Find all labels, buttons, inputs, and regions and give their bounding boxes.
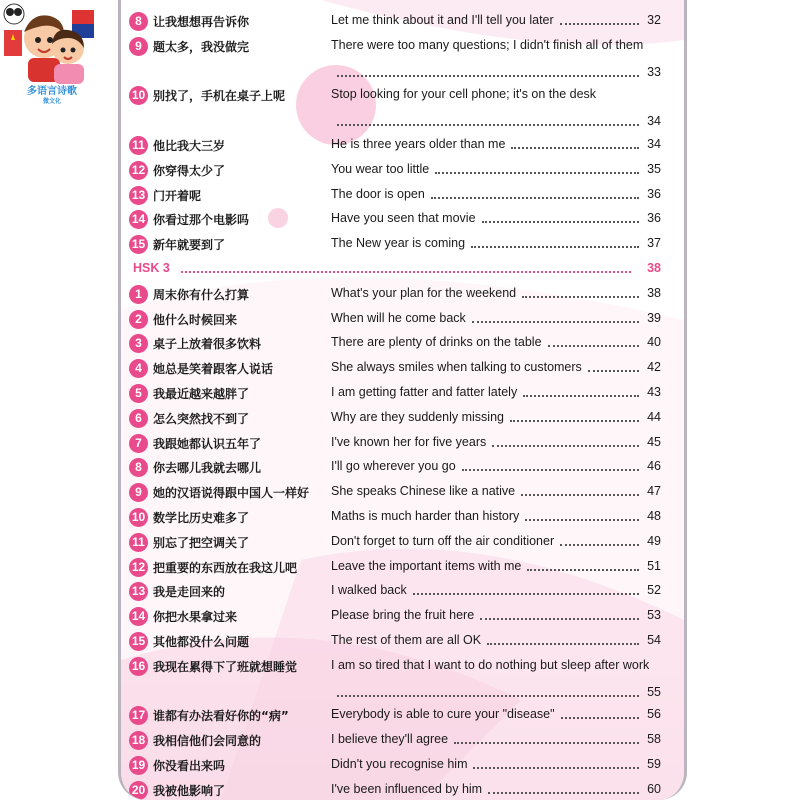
dot-leader: [588, 370, 639, 372]
english-title: The rest of them are all OK: [331, 633, 482, 647]
chinese-title: 我被他影响了: [153, 783, 226, 798]
toc-entry[interactable]: [125, 331, 675, 355]
lesson-number-badge: 13: [129, 582, 148, 601]
page-number: 45: [647, 434, 661, 449]
chinese-title: 你没看出来吗: [153, 759, 226, 773]
dot-leader: [523, 395, 639, 397]
toc-entry-continuation: [125, 679, 675, 703]
lesson-number-badge: 13: [129, 186, 148, 205]
page-number: 46: [647, 459, 661, 474]
lesson-number-badge: 2: [129, 310, 148, 329]
lesson-number-badge: 6: [129, 409, 148, 428]
dot-leader: [471, 246, 639, 248]
toc-entry[interactable]: [125, 83, 675, 107]
toc-entry[interactable]: [125, 703, 675, 727]
brand-logo: [2, 2, 98, 106]
english-title: You wear too little: [331, 161, 430, 176]
page-number: 60: [647, 781, 661, 796]
page-number: 33: [647, 64, 661, 79]
page-number: 43: [647, 385, 661, 399]
lesson-number-badge: 12: [129, 161, 148, 180]
page-number: 34: [647, 114, 661, 129]
lesson-number-badge: 9: [129, 37, 148, 56]
chinese-title: 我相信他们会同意的: [153, 734, 262, 749]
dot-leader: [488, 792, 639, 794]
lesson-number-badge: 12: [129, 558, 148, 577]
chinese-title: 数学比历史难多了: [153, 511, 250, 525]
chinese-title: 门开着呢: [153, 188, 202, 203]
page-number: 54: [647, 633, 661, 647]
dot-leader: [431, 197, 639, 199]
english-title: I've known her for five years: [331, 434, 487, 449]
toc-entry[interactable]: [125, 133, 675, 157]
dot-leader: [482, 221, 639, 223]
dot-leader: [337, 695, 639, 697]
toc-entry[interactable]: [125, 480, 675, 504]
page-number: 58: [647, 732, 661, 747]
page-number: 42: [647, 360, 661, 375]
section-dot-leader: [181, 271, 631, 273]
page-number: 38: [647, 285, 661, 300]
page-number: 39: [647, 310, 661, 325]
english-title: The door is open: [331, 186, 425, 201]
cartoon-kids-illustration: [2, 2, 98, 88]
page-number: 35: [647, 161, 661, 176]
dot-leader: [435, 172, 639, 174]
dot-leader: [337, 75, 639, 77]
lesson-number-badge: 16: [129, 657, 148, 676]
english-title: Stop looking for your cell phone; it's on the desk: [331, 87, 597, 102]
page-number: 48: [647, 509, 661, 523]
lesson-number-badge: 14: [129, 210, 148, 229]
english-title: Didn't you recognise him: [331, 757, 468, 771]
page-number: 52: [647, 583, 661, 598]
dot-leader: [473, 767, 639, 769]
page-number: 44: [647, 409, 661, 424]
page-number: 53: [647, 608, 661, 623]
english-title: I've been influenced by him: [331, 781, 483, 796]
chinese-title: 他什么时候回来: [153, 312, 238, 327]
page-number: 32: [647, 13, 661, 27]
logo-tagline: 微文化: [42, 98, 61, 105]
dot-leader: [561, 717, 639, 719]
toc-entry[interactable]: [125, 778, 675, 800]
english-title: Let me think about it and I'll tell you later: [331, 13, 554, 27]
chinese-title: 其他都没什么问题: [153, 635, 250, 649]
lesson-number-badge: 18: [129, 731, 148, 750]
page-number: 56: [647, 707, 661, 722]
toc-entry[interactable]: [125, 282, 675, 306]
toc-entry[interactable]: [125, 530, 675, 554]
english-title: I believe they'll agree: [331, 732, 449, 747]
english-title: Why are they suddenly missing: [331, 409, 504, 424]
dot-leader: [454, 742, 639, 744]
dot-leader: [522, 296, 639, 298]
toc-entry[interactable]: [125, 654, 675, 678]
chinese-title: 我是走回来的: [153, 585, 226, 600]
dot-leader: [521, 494, 639, 496]
lesson-number-badge: 14: [129, 607, 148, 626]
lesson-number-badge: 8: [129, 12, 148, 31]
english-title: I am so tired that I want to do nothing but sleep after work: [331, 657, 650, 672]
english-title: I'll go wherever you go: [331, 459, 456, 474]
lesson-number-badge: 17: [129, 706, 148, 725]
chinese-title: 我跟她都认识五年了: [153, 436, 262, 451]
toc-entry[interactable]: [125, 232, 675, 256]
toc-entry[interactable]: [125, 555, 675, 579]
toc-entry-continuation: [125, 59, 675, 83]
toc-entry[interactable]: [125, 307, 675, 331]
toc-entry[interactable]: [125, 431, 675, 455]
chinese-title: 怎么突然找不到了: [153, 411, 250, 426]
toc-entry[interactable]: [125, 158, 675, 182]
dot-leader: [525, 519, 639, 521]
chinese-title: 谁都有办法看好你的“病”: [153, 709, 289, 724]
dot-leader: [560, 23, 639, 25]
english-title: Maths is much harder than history: [331, 509, 520, 523]
english-title: She speaks Chinese like a native: [331, 484, 516, 499]
dot-leader: [511, 147, 639, 149]
chinese-title: 让我想想再告诉你: [153, 15, 250, 29]
chinese-title: 你去哪儿我就去哪儿: [153, 461, 262, 476]
english-title: What's your plan for the weekend: [331, 285, 517, 300]
dot-leader: [492, 445, 639, 447]
dot-leader: [527, 569, 639, 571]
chinese-title: 把重要的东西放在我这儿吧: [153, 560, 298, 575]
toc-entry[interactable]: [125, 629, 675, 653]
english-title: There were too many questions; I didn't finish all of them: [331, 37, 644, 52]
toc-entry[interactable]: [125, 34, 675, 58]
english-title: Please bring the fruit here: [331, 608, 475, 623]
dot-leader: [548, 345, 639, 347]
toc-entry[interactable]: [125, 356, 675, 380]
toc-page: [118, 0, 687, 800]
toc-entry[interactable]: [125, 455, 675, 479]
english-title: The New year is coming: [331, 236, 466, 251]
lesson-number-badge: 10: [129, 508, 148, 527]
page-number: 34: [647, 137, 661, 151]
toc-entry[interactable]: [125, 604, 675, 628]
dot-leader: [510, 420, 639, 422]
chinese-title: 新年就要到了: [153, 238, 226, 253]
lesson-number-badge: 15: [129, 235, 148, 254]
chinese-title: 你把水果拿过来: [153, 610, 238, 625]
chinese-title: 别忘了把空调关了: [153, 535, 250, 550]
chinese-title: 我现在累得下了班就想睡觉: [153, 659, 298, 674]
chinese-title: 你穿得太少了: [153, 163, 226, 178]
dot-leader: [480, 618, 639, 620]
chinese-title: 她总是笑着跟客人说话: [153, 362, 274, 377]
page-number: 36: [647, 211, 661, 226]
page-number: 40: [647, 335, 661, 350]
lesson-number-badge: 8: [129, 458, 148, 477]
english-title: She always smiles when talking to customers: [331, 360, 582, 375]
toc-entry[interactable]: [125, 406, 675, 430]
english-title: Have you seen that movie: [331, 211, 476, 226]
dot-leader: [487, 643, 639, 645]
section-label: HSK 3: [133, 261, 170, 275]
english-title: I walked back: [331, 583, 407, 598]
english-title: Everybody is able to cure your "disease": [331, 707, 555, 722]
english-title: Leave the important items with me: [331, 558, 522, 573]
toc-entry[interactable]: [125, 183, 675, 207]
page-number: 55: [647, 684, 661, 699]
chinese-title: 我最近越来越胖了: [153, 387, 250, 401]
lesson-number-badge: 10: [129, 86, 148, 105]
logo-title: 多语言诗歌: [27, 86, 77, 97]
toc-entry[interactable]: [125, 728, 675, 752]
toc-entry[interactable]: [125, 381, 675, 405]
section-page-number: 38: [647, 261, 661, 275]
page-number: 47: [647, 484, 661, 499]
lesson-number-badge: 5: [129, 384, 148, 403]
lesson-number-badge: 15: [129, 632, 148, 651]
chinese-title: 你看过那个电影吗: [153, 213, 250, 228]
chinese-title: 别找了，手机在桌子上呢: [153, 89, 286, 104]
lesson-number-badge: 4: [129, 359, 148, 378]
toc-entry[interactable]: [125, 579, 675, 603]
toc-entry[interactable]: [125, 9, 675, 33]
chinese-title: 桌子上放着很多饮料: [153, 337, 262, 352]
chinese-title: 她的汉语说得跟中国人一样好: [153, 486, 310, 501]
dot-leader: [337, 124, 639, 126]
toc-entry[interactable]: [125, 505, 675, 529]
page-number: 51: [647, 558, 661, 573]
page-number: 36: [647, 186, 661, 201]
english-title: Don't forget to turn off the air conditioner: [331, 533, 555, 548]
lesson-number-badge: 11: [129, 136, 148, 155]
lesson-number-badge: 11: [129, 533, 148, 552]
toc-entry[interactable]: [125, 753, 675, 777]
lesson-number-badge: 20: [129, 781, 148, 800]
page-number: 49: [647, 533, 661, 548]
lesson-number-badge: 19: [129, 756, 148, 775]
chinese-title: 他比我大三岁: [153, 139, 226, 153]
toc-entry[interactable]: [125, 207, 675, 231]
english-title: There are plenty of drinks on the table: [331, 335, 542, 350]
toc-entry-continuation: [125, 108, 675, 132]
section-header-hsk3[interactable]: [125, 257, 675, 281]
page-number: 59: [647, 757, 661, 771]
lesson-number-badge: 3: [129, 334, 148, 353]
lesson-number-badge: 9: [129, 483, 148, 502]
english-title: He is three years older than me: [331, 137, 506, 151]
chinese-title: 周末你有什么打算: [153, 287, 250, 302]
lesson-number-badge: 1: [129, 285, 148, 304]
page-number: 37: [647, 236, 661, 251]
dot-leader: [413, 593, 639, 595]
dot-leader: [560, 544, 639, 546]
logo-brand-text: [12, 86, 92, 106]
english-title: When will he come back: [331, 310, 466, 325]
dot-leader: [462, 469, 639, 471]
dot-leader: [472, 321, 639, 323]
english-title: I am getting fatter and fatter lately: [331, 385, 518, 399]
lesson-number-badge: 7: [129, 434, 148, 453]
chinese-title: 题太多，我没做完: [153, 39, 250, 54]
